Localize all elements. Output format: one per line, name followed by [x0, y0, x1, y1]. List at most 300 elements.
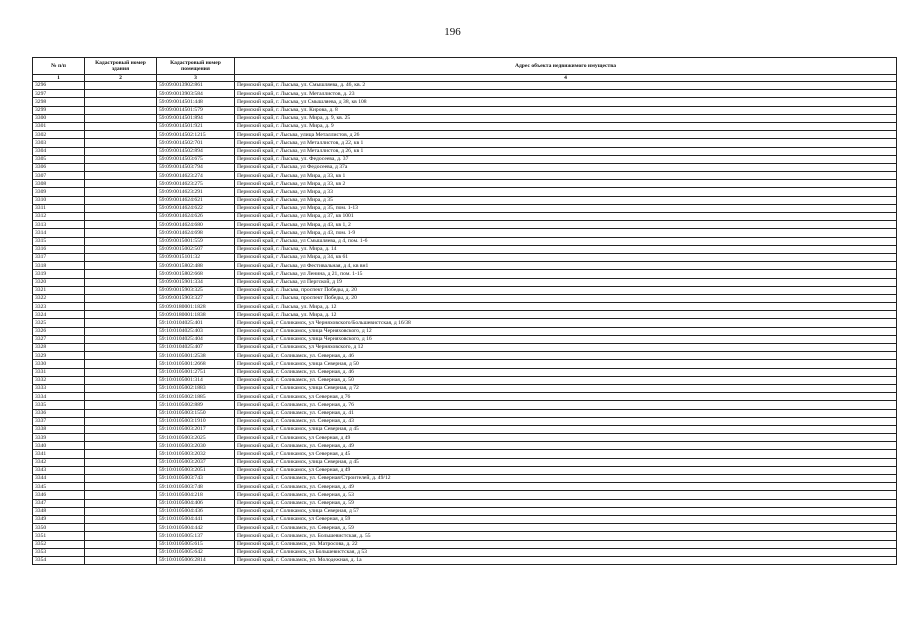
table-row	[33, 213, 897, 221]
room-cadastral-number: 59:09:0013902:861	[157, 82, 235, 90]
building-cadastral-number	[85, 188, 157, 196]
building-cadastral-number	[85, 434, 157, 442]
building-cadastral-number	[85, 344, 157, 352]
property-address: Пермский край, г. Соликамск, ул. Северная, д. 49	[235, 442, 897, 450]
room-cadastral-number: 59:09:0013903:584	[157, 90, 235, 98]
col-number-4: 4	[235, 75, 897, 82]
room-cadastral-number: 59:09:0015901:334	[157, 278, 235, 286]
table-row	[33, 278, 897, 286]
row-number: 3305	[33, 155, 85, 163]
room-cadastral-number: 59:10:0105001:2751	[157, 368, 235, 376]
building-cadastral-number	[85, 270, 157, 278]
table-row	[33, 450, 897, 458]
row-number: 3327	[33, 335, 85, 343]
header-room-cadastral: Кадастровый номер помещения	[157, 58, 235, 75]
room-cadastral-number: 59:09:0014503:675	[157, 155, 235, 163]
row-number: 3299	[33, 106, 85, 114]
room-cadastral-number: 59:10:0105004:406	[157, 499, 235, 507]
room-cadastral-number: 59:10:0105003:2017	[157, 425, 235, 433]
property-address: Пермский край, г Соликамск, улица Северная, д 72	[235, 384, 897, 392]
row-number: 3342	[33, 458, 85, 466]
room-cadastral-number: 59:10:0105005:642	[157, 548, 235, 556]
property-address: Пермский край, г Лысьва, ул Мира, д 35	[235, 196, 897, 204]
room-cadastral-number: 59:09:0014501:921	[157, 122, 235, 130]
row-number: 3320	[33, 278, 85, 286]
row-number: 3323	[33, 303, 85, 311]
room-cadastral-number: 59:10:0105003:2037	[157, 458, 235, 466]
room-cadastral-number: 59:09:0015802:668	[157, 270, 235, 278]
building-cadastral-number	[85, 466, 157, 474]
room-cadastral-number: 59:09:0014624:680	[157, 221, 235, 229]
building-cadastral-number	[85, 213, 157, 221]
building-cadastral-number	[85, 409, 157, 417]
room-cadastral-number: 59:10:0105004:442	[157, 524, 235, 532]
property-address: Пермский край, г. Лысьва, ул. Федосеева, д. 37	[235, 155, 897, 163]
table-row	[33, 368, 897, 376]
building-cadastral-number	[85, 499, 157, 507]
table-row	[33, 82, 897, 90]
property-address: Пермский край, г Лысьва, ул Мира, д 43, пом. 1-9	[235, 229, 897, 237]
row-number: 3298	[33, 98, 85, 106]
property-address: Пермский край, г. Соликамск, ул. Большевистская, д. 55	[235, 532, 897, 540]
row-number: 3333	[33, 384, 85, 392]
table-row	[33, 458, 897, 466]
row-number: 3319	[33, 270, 85, 278]
property-address: Пермский край, г. Соликамск, ул. Северная, д. 50	[235, 376, 897, 384]
row-number: 3311	[33, 204, 85, 212]
building-cadastral-number	[85, 360, 157, 368]
table-row	[33, 131, 897, 139]
building-cadastral-number	[85, 327, 157, 335]
row-number: 3351	[33, 532, 85, 540]
property-address: Пермский край, г Лысьва, улица Металлистов, д 26	[235, 131, 897, 139]
room-cadastral-number: 59:09:0014623:275	[157, 180, 235, 188]
building-cadastral-number	[85, 229, 157, 237]
table-row	[33, 172, 897, 180]
building-cadastral-number	[85, 540, 157, 548]
row-number: 3345	[33, 483, 85, 491]
building-cadastral-number	[85, 139, 157, 147]
room-cadastral-number: 59:10:0105003:1910	[157, 417, 235, 425]
table-body	[33, 82, 897, 565]
property-address: Пермский край, г Соликамск, улица Северная, д 45	[235, 425, 897, 433]
room-cadastral-number: 59:09:0014501:579	[157, 106, 235, 114]
property-address: Пермский край, г Соликамск, ул Северная, д 76	[235, 393, 897, 401]
table-row	[33, 253, 897, 261]
table-row	[33, 286, 897, 294]
row-number: 3307	[33, 172, 85, 180]
room-cadastral-number: 59:09:0180001:1828	[157, 303, 235, 311]
room-cadastral-number: 59:09:0014623:274	[157, 172, 235, 180]
room-cadastral-number: 59:10:0105005:615	[157, 540, 235, 548]
building-cadastral-number	[85, 368, 157, 376]
building-cadastral-number	[85, 245, 157, 253]
property-address: Пермский край, г Лысьва, ул Металлистов, д 26, кв 1	[235, 147, 897, 155]
room-cadastral-number: 59:10:0105002:889	[157, 401, 235, 409]
row-number: 3352	[33, 540, 85, 548]
table-row	[33, 270, 897, 278]
property-address: Пермский край, г Лысьва, ул Мира, д 33, кв 2	[235, 180, 897, 188]
row-number: 3296	[33, 82, 85, 90]
property-address: Пермский край, г Лысьва, ул Фестивальная, д 4, кв вн1	[235, 262, 897, 270]
row-number: 3308	[33, 180, 85, 188]
table-row	[33, 384, 897, 392]
room-cadastral-number: 59:10:0105003:2032	[157, 450, 235, 458]
property-address: Пермский край, г. Соликамск, ул. Северная, д. 46	[235, 368, 897, 376]
room-cadastral-number: 59:09:0015903:327	[157, 294, 235, 302]
property-address: Пермский край, г Лысьва, ул Мира, д 37, кв 1001	[235, 213, 897, 221]
table-row	[33, 327, 897, 335]
room-cadastral-number: 59:09:0015001:559	[157, 237, 235, 245]
property-address: Пермский край, г. Соликамск, ул. Северная, д. 41	[235, 409, 897, 417]
table-row	[33, 344, 897, 352]
room-cadastral-number: 59:09:0015002:507	[157, 245, 235, 253]
property-address: Пермский край, г. Соликамск, ул. Северная, д. 43	[235, 417, 897, 425]
row-number: 3322	[33, 294, 85, 302]
table-row	[33, 442, 897, 450]
room-cadastral-number: 59:10:0105001:2538	[157, 352, 235, 360]
row-number: 3317	[33, 253, 85, 261]
room-cadastral-number: 59:10:0105003:1550	[157, 409, 235, 417]
property-address: Пермский край, г. Соликамск, ул. Матросова, д. 22	[235, 540, 897, 548]
room-cadastral-number: 59:10:0105002:1883	[157, 384, 235, 392]
table-row	[33, 556, 897, 564]
property-address: Пермский край, г Лысьва, ул Мира, д 35, пом. 1-13	[235, 204, 897, 212]
col-number-2: 2	[85, 75, 157, 82]
room-cadastral-number: 59:09:0014624:621	[157, 196, 235, 204]
header-num: № п/п	[33, 58, 85, 75]
building-cadastral-number	[85, 475, 157, 483]
table-row	[33, 417, 897, 425]
table-row	[33, 360, 897, 368]
row-number: 3340	[33, 442, 85, 450]
room-cadastral-number: 59:10:0105004:441	[157, 515, 235, 523]
room-cadastral-number: 59:09:0015903:325	[157, 286, 235, 294]
row-number: 3337	[33, 417, 85, 425]
col-number-1: 1	[33, 75, 85, 82]
row-number: 3297	[33, 90, 85, 98]
table-row	[33, 98, 897, 106]
property-address: Пермский край, г. Лысьва, ул. Металлистов, д. 23	[235, 90, 897, 98]
row-number: 3302	[33, 131, 85, 139]
row-number: 3312	[33, 213, 85, 221]
building-cadastral-number	[85, 442, 157, 450]
room-cadastral-number: 59:09:0014624:698	[157, 229, 235, 237]
room-cadastral-number: 59:10:0105002:1885	[157, 393, 235, 401]
property-address: Пермский край, г. Лысьва, ул Смышляева, д 38, кв 108	[235, 98, 897, 106]
building-cadastral-number	[85, 311, 157, 319]
room-cadastral-number: 59:10:0104025:403	[157, 327, 235, 335]
row-number: 3330	[33, 360, 85, 368]
property-address: Пермский край, г. Соликамск, ул. Северная, д. 53	[235, 491, 897, 499]
room-cadastral-number: 59:10:0104025:401	[157, 319, 235, 327]
table-row	[33, 180, 897, 188]
property-address: Пермский край, г Соликамск, ул Большевистская, д 53	[235, 548, 897, 556]
property-address: Пермский край, г Лысьва, ул Федосеева, д 37а	[235, 163, 897, 171]
room-cadastral-number: 59:10:0105001:314	[157, 376, 235, 384]
room-cadastral-number: 59:09:0014502:894	[157, 147, 235, 155]
building-cadastral-number	[85, 90, 157, 98]
table-row	[33, 294, 897, 302]
table-row	[33, 221, 897, 229]
table-row	[33, 303, 897, 311]
building-cadastral-number	[85, 335, 157, 343]
property-address: Пермский край, г. Лысьва, проспект Победы, д. 20	[235, 286, 897, 294]
room-cadastral-number: 59:10:0105001:2668	[157, 360, 235, 368]
building-cadastral-number	[85, 204, 157, 212]
property-address: Пермский край, г Соликамск, ул Северная, д 59	[235, 515, 897, 523]
building-cadastral-number	[85, 515, 157, 523]
row-number: 3303	[33, 139, 85, 147]
property-address: Пермский край, г. Соликамск, ул. Северная/Строителей, д. 49/12	[235, 475, 897, 483]
building-cadastral-number	[85, 491, 157, 499]
row-number: 3321	[33, 286, 85, 294]
column-number-row	[33, 75, 897, 82]
table-row	[33, 204, 897, 212]
property-address: Пермский край, г. Лысьва, ул. Мира, д. 12	[235, 303, 897, 311]
room-cadastral-number: 59:09:0014624:622	[157, 204, 235, 212]
property-address: Пермский край, г Лысьва, ул Металлистов, д 22, кв 1	[235, 139, 897, 147]
row-number: 3343	[33, 466, 85, 474]
building-cadastral-number	[85, 155, 157, 163]
row-number: 3325	[33, 319, 85, 327]
property-address: Пермский край, г. Соликамск, ул. Северная, д. 76	[235, 401, 897, 409]
building-cadastral-number	[85, 401, 157, 409]
building-cadastral-number	[85, 376, 157, 384]
property-address: Пермский край, г Соликамск, улица Черняховского, д 12	[235, 327, 897, 335]
building-cadastral-number	[85, 147, 157, 155]
building-cadastral-number	[85, 131, 157, 139]
table-row	[33, 196, 897, 204]
room-cadastral-number: 59:10:0105003:743	[157, 475, 235, 483]
table-row	[33, 499, 897, 507]
col-number-3: 3	[157, 75, 235, 82]
building-cadastral-number	[85, 262, 157, 270]
row-number: 3346	[33, 491, 85, 499]
property-address: Пермский край, г. Лысьва, ул. Мира, д. 9, кв. 25	[235, 114, 897, 122]
room-cadastral-number: 59:10:0105003:2025	[157, 434, 235, 442]
building-cadastral-number	[85, 303, 157, 311]
room-cadastral-number: 59:10:0104025:404	[157, 335, 235, 343]
row-number: 3344	[33, 475, 85, 483]
building-cadastral-number	[85, 417, 157, 425]
header-row	[33, 58, 897, 75]
room-cadastral-number: 59:10:0105004:436	[157, 507, 235, 515]
table-row	[33, 311, 897, 319]
row-number: 3304	[33, 147, 85, 155]
building-cadastral-number	[85, 114, 157, 122]
room-cadastral-number: 59:10:0105005:137	[157, 532, 235, 540]
room-cadastral-number: 59:09:0015101:32	[157, 253, 235, 261]
row-number: 3309	[33, 188, 85, 196]
building-cadastral-number	[85, 106, 157, 114]
property-address: Пермский край, г. Лысьва, проспект Победы, д. 20	[235, 294, 897, 302]
table-row	[33, 155, 897, 163]
building-cadastral-number	[85, 524, 157, 532]
table-row	[33, 483, 897, 491]
row-number: 3306	[33, 163, 85, 171]
row-number: 3334	[33, 393, 85, 401]
table-row	[33, 491, 897, 499]
row-number: 3329	[33, 352, 85, 360]
building-cadastral-number	[85, 196, 157, 204]
row-number: 3314	[33, 229, 85, 237]
property-address: Пермский край, г. Соликамск, ул. Северная, д. 59	[235, 524, 897, 532]
row-number: 3339	[33, 434, 85, 442]
room-cadastral-number: 59:09:0014501:894	[157, 114, 235, 122]
building-cadastral-number	[85, 98, 157, 106]
room-cadastral-number: 59:10:0105003:748	[157, 483, 235, 491]
table-row	[33, 532, 897, 540]
building-cadastral-number	[85, 458, 157, 466]
table-row	[33, 548, 897, 556]
room-cadastral-number: 59:10:0105004:218	[157, 491, 235, 499]
table-row	[33, 434, 897, 442]
table-row	[33, 425, 897, 433]
row-number: 3326	[33, 327, 85, 335]
table-row	[33, 335, 897, 343]
building-cadastral-number	[85, 122, 157, 130]
room-cadastral-number: 59:10:0104025:407	[157, 344, 235, 352]
header-address: Адрес объекта недвижимого имущества	[235, 58, 897, 75]
table-row	[33, 475, 897, 483]
property-register-table	[32, 57, 897, 565]
property-address: Пермский край, г. Лысьва, ул. Мира, д. 14	[235, 245, 897, 253]
property-address: Пермский край, г Лысьва, ул Смышляева, д 4, пом. 1-6	[235, 237, 897, 245]
building-cadastral-number	[85, 82, 157, 90]
building-cadastral-number	[85, 294, 157, 302]
room-cadastral-number: 59:09:0015802:488	[157, 262, 235, 270]
room-cadastral-number: 59:09:0014502:701	[157, 139, 235, 147]
room-cadastral-number: 59:09:0014502:1215	[157, 131, 235, 139]
building-cadastral-number	[85, 483, 157, 491]
building-cadastral-number	[85, 319, 157, 327]
property-address: Пермский край, г Лысьва, ул Мира, д 43, кв 1, 2	[235, 221, 897, 229]
building-cadastral-number	[85, 352, 157, 360]
building-cadastral-number	[85, 163, 157, 171]
table-row	[33, 114, 897, 122]
row-number: 3331	[33, 368, 85, 376]
property-address: Пермский край, г Лысьва, ул Пергской, д 19	[235, 278, 897, 286]
building-cadastral-number	[85, 172, 157, 180]
row-number: 3328	[33, 344, 85, 352]
table-row	[33, 147, 897, 155]
room-cadastral-number: 59:10:0105003:2030	[157, 442, 235, 450]
room-cadastral-number: 59:10:0105006:2814	[157, 556, 235, 564]
row-number: 3347	[33, 499, 85, 507]
row-number: 3338	[33, 425, 85, 433]
building-cadastral-number	[85, 548, 157, 556]
building-cadastral-number	[85, 507, 157, 515]
room-cadastral-number: 59:09:0014623:291	[157, 188, 235, 196]
table-row	[33, 188, 897, 196]
property-address: Пермский край, г Соликамск, ул Северная, д 45	[235, 450, 897, 458]
table-row	[33, 163, 897, 171]
table-row	[33, 524, 897, 532]
table-row	[33, 122, 897, 130]
property-address: Пермский край, г. Лысьва, ул. Мира, д. 12	[235, 311, 897, 319]
building-cadastral-number	[85, 532, 157, 540]
property-address: Пермский край, г Лысьва, ул Мира, д 33, кв 1	[235, 172, 897, 180]
table-row	[33, 352, 897, 360]
row-number: 3348	[33, 507, 85, 515]
property-address: Пермский край, г. Соликамск, ул. Северная, д. 59	[235, 499, 897, 507]
table-row	[33, 409, 897, 417]
row-number: 3335	[33, 401, 85, 409]
table-row	[33, 106, 897, 114]
property-address: Пермский край, г Соликамск, улица Северная, д 50	[235, 360, 897, 368]
table-row	[33, 262, 897, 270]
row-number: 3332	[33, 376, 85, 384]
row-number: 3341	[33, 450, 85, 458]
header-building-cadastral: Кадастровый номер здания	[85, 58, 157, 75]
property-address: Пермский край, г Соликамск, ул Черняховского/Большевистская, д 16/38	[235, 319, 897, 327]
building-cadastral-number	[85, 450, 157, 458]
table-row	[33, 393, 897, 401]
row-number: 3354	[33, 556, 85, 564]
table-row	[33, 466, 897, 474]
table-row	[33, 237, 897, 245]
room-cadastral-number: 59:09:0014501:448	[157, 98, 235, 106]
row-number: 3316	[33, 245, 85, 253]
property-address: Пермский край, г. Лысьва, ул. Смышляева, д. 46, кв. 2	[235, 82, 897, 90]
table-row	[33, 401, 897, 409]
property-address: Пермский край, г Соликамск, улица Северная, д 45	[235, 458, 897, 466]
building-cadastral-number	[85, 286, 157, 294]
row-number: 3318	[33, 262, 85, 270]
property-address: Пермский край, г Соликамск, ул Черняховского, д 12	[235, 344, 897, 352]
building-cadastral-number	[85, 384, 157, 392]
row-number: 3350	[33, 524, 85, 532]
building-cadastral-number	[85, 393, 157, 401]
table-row	[33, 515, 897, 523]
building-cadastral-number	[85, 425, 157, 433]
table-row	[33, 540, 897, 548]
room-cadastral-number: 59:09:0014624:626	[157, 213, 235, 221]
property-address: Пермский край, г Лысьва, ул Мира, д 34, кв 61	[235, 253, 897, 261]
table-row	[33, 245, 897, 253]
property-address: Пермский край, г Соликамск, улица Черняховского, д 16	[235, 335, 897, 343]
row-number: 3301	[33, 122, 85, 130]
property-address: Пермский край, г Лысьва, ул Мира, д 33	[235, 188, 897, 196]
row-number: 3349	[33, 515, 85, 523]
property-address: Пермский край, г. Соликамск, ул. Северная, д. 49	[235, 483, 897, 491]
building-cadastral-number	[85, 221, 157, 229]
property-address: Пермский край, г Соликамск, улица Северная, д 57	[235, 507, 897, 515]
room-cadastral-number: 59:09:0014503:794	[157, 163, 235, 171]
table-row	[33, 229, 897, 237]
row-number: 3313	[33, 221, 85, 229]
room-cadastral-number: 59:09:0180001:1838	[157, 311, 235, 319]
row-number: 3310	[33, 196, 85, 204]
building-cadastral-number	[85, 237, 157, 245]
table-row	[33, 90, 897, 98]
room-cadastral-number: 59:10:0105003:2051	[157, 466, 235, 474]
building-cadastral-number	[85, 278, 157, 286]
building-cadastral-number	[85, 180, 157, 188]
table-row	[33, 139, 897, 147]
row-number: 3315	[33, 237, 85, 245]
row-number: 3300	[33, 114, 85, 122]
row-number: 3324	[33, 311, 85, 319]
row-number: 3336	[33, 409, 85, 417]
property-address: Пермский край, г. Соликамск, ул. Молодежная, д. 1а	[235, 556, 897, 564]
table-row	[33, 319, 897, 327]
property-address: Пермский край, г. Лысьва, ул. Мира, д. 9	[235, 122, 897, 130]
property-address: Пермский край, г Соликамск, ул Северная, д 49	[235, 434, 897, 442]
property-address: Пермский край, г. Соликамск, ул. Северная, д. 46	[235, 352, 897, 360]
table-row	[33, 376, 897, 384]
